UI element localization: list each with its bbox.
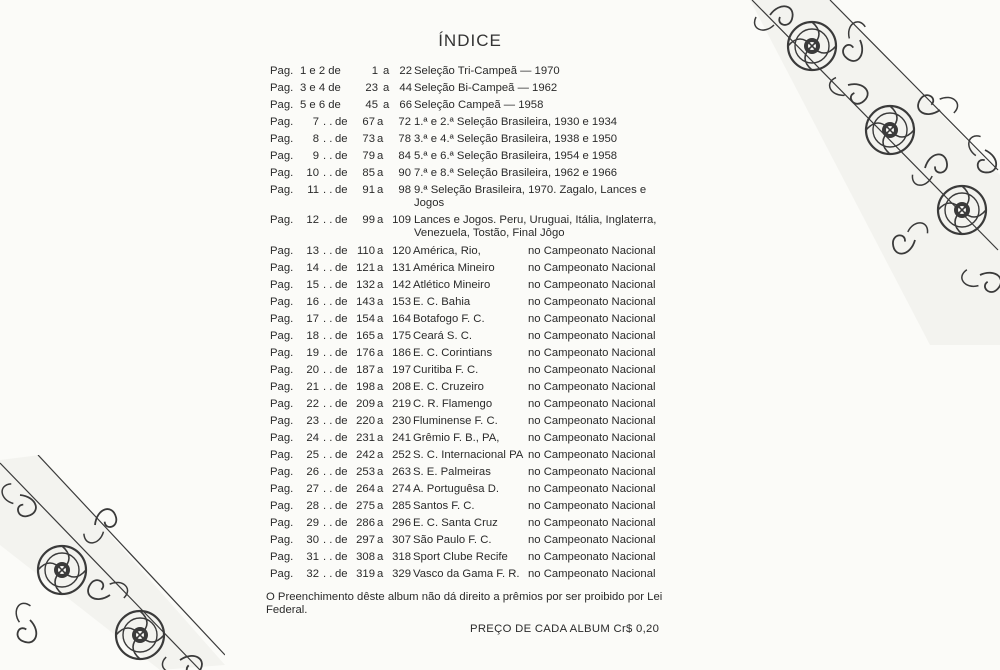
to-number: 329 — [392, 568, 411, 580]
championship-label: no Campeonato Nacional — [528, 245, 656, 257]
dot-leader: . . — [323, 245, 333, 257]
from-number: 154 — [356, 313, 375, 325]
page-number: 10 — [306, 167, 319, 179]
page-number: 27 — [306, 483, 319, 495]
index-row — [266, 481, 676, 498]
a-label: a — [377, 347, 384, 359]
de-label: de — [335, 279, 348, 291]
legal-note: O Preenchimento dêste album não dá direito a prêmios por ser proibido por Lei Federal. — [266, 591, 663, 616]
from-number: 297 — [356, 534, 375, 546]
to-number: 219 — [392, 398, 411, 410]
dot-leader: . . — [323, 500, 333, 512]
from-number: 143 — [356, 296, 375, 308]
pag-label: Pag. — [270, 381, 294, 393]
index-row — [266, 97, 676, 114]
page-number: 19 — [306, 347, 319, 359]
album-price: PREÇO DE CADA ALBUM Cr$ 0,20 — [470, 623, 660, 635]
de-label: de — [335, 466, 348, 478]
page-range: 3 e 4 de — [300, 82, 341, 94]
index-row — [266, 311, 676, 328]
pag-label: Pag. — [270, 568, 294, 580]
from-number: 319 — [356, 568, 375, 580]
to-number: 164 — [392, 313, 411, 325]
a-label: a — [383, 99, 390, 111]
team-name: América, Rio, — [413, 245, 481, 257]
floral-scroll-ornament-icon — [740, 0, 1000, 345]
a-label: a — [377, 568, 384, 580]
dot-leader: . . — [323, 167, 333, 179]
team-name: Ceará S. C. — [413, 330, 473, 342]
de-label: de — [335, 133, 348, 145]
index-row — [266, 345, 676, 362]
team-name: A. Portuguêsa D. — [413, 483, 500, 495]
page-number: 7 — [312, 116, 319, 128]
championship-label: no Campeonato Nacional — [528, 517, 656, 529]
from-number: 308 — [356, 551, 375, 563]
de-label: de — [335, 398, 348, 410]
a-label: a — [377, 313, 384, 325]
pag-label: Pag. — [270, 184, 294, 196]
from-number: 220 — [356, 415, 375, 427]
a-label: a — [377, 262, 384, 274]
pag-label: Pag. — [270, 167, 294, 179]
to-number: 208 — [392, 381, 411, 393]
dot-leader: . . — [323, 214, 333, 226]
dot-leader: . . — [323, 483, 333, 495]
to-number: 285 — [392, 500, 411, 512]
a-label: a — [377, 150, 384, 162]
team-name: Curitiba F. C. — [413, 364, 479, 376]
page-number: 23 — [306, 415, 319, 427]
index-row — [266, 182, 676, 212]
pag-label: Pag. — [270, 279, 294, 291]
row-description: Seleção Bi-Campeã — 1962 — [414, 82, 558, 94]
a-label: a — [377, 184, 384, 196]
championship-label: no Campeonato Nacional — [528, 279, 656, 291]
pag-label: Pag. — [270, 296, 294, 308]
a-label: a — [377, 245, 384, 257]
championship-label: no Campeonato Nacional — [528, 568, 656, 580]
to-number: 241 — [392, 432, 411, 444]
team-name: E. C. Santa Cruz — [413, 517, 498, 529]
dot-leader: . . — [323, 568, 333, 580]
a-label: a — [377, 432, 384, 444]
page-title: ÍNDICE — [438, 31, 502, 50]
page-number: 20 — [306, 364, 319, 376]
a-label: a — [377, 466, 384, 478]
a-label: a — [377, 551, 384, 563]
de-label: de — [335, 449, 348, 461]
a-label: a — [383, 82, 390, 94]
to-number: 66 — [399, 99, 412, 111]
championship-label: no Campeonato Nacional — [528, 330, 656, 342]
de-label: de — [335, 432, 348, 444]
from-number: 231 — [356, 432, 375, 444]
a-label: a — [377, 133, 384, 145]
from-number: 1 — [371, 65, 378, 77]
dot-leader: . . — [323, 551, 333, 563]
page-number: 22 — [306, 398, 319, 410]
to-number: 120 — [392, 245, 411, 257]
team-rows — [266, 243, 676, 583]
from-number: 73 — [362, 133, 375, 145]
championship-label: no Campeonato Nacional — [528, 381, 656, 393]
pag-label: Pag. — [270, 133, 294, 145]
championship-label: no Campeonato Nacional — [528, 415, 656, 427]
from-number: 264 — [356, 483, 375, 495]
a-label: a — [383, 65, 390, 77]
pag-label: Pag. — [270, 364, 294, 376]
dot-leader: . . — [323, 116, 333, 128]
index-row — [266, 294, 676, 311]
row-description: 5.ª e 6.ª Seleção Brasileira, 1954 e 1958 — [414, 150, 618, 162]
a-label: a — [377, 279, 384, 291]
pag-label: Pag. — [270, 415, 294, 427]
team-name: Santos F. C. — [413, 500, 475, 512]
page-number: 24 — [306, 432, 319, 444]
team-name: São Paulo F. C. — [413, 534, 492, 546]
to-number: 131 — [392, 262, 411, 274]
a-label: a — [377, 381, 384, 393]
from-number: 187 — [356, 364, 375, 376]
row-description: Seleção Tri-Campeã — 1970 — [414, 65, 560, 77]
index-row — [266, 464, 676, 481]
dot-leader: . . — [323, 150, 333, 162]
row-description: Seleção Campeã — 1958 — [414, 99, 544, 111]
team-name: E. C. Cruzeiro — [413, 381, 484, 393]
pag-label: Pag. — [270, 330, 294, 342]
championship-label: no Campeonato Nacional — [528, 551, 656, 563]
page-number: 9 — [312, 150, 319, 162]
pag-label: Pag. — [270, 483, 294, 495]
a-label: a — [377, 500, 384, 512]
de-label: de — [335, 296, 348, 308]
from-number: 99 — [362, 214, 375, 226]
dot-leader: . . — [323, 466, 333, 478]
from-number: 286 — [356, 517, 375, 529]
to-number: 84 — [398, 150, 411, 162]
index-row — [266, 165, 676, 182]
index-row — [266, 63, 676, 80]
a-label: a — [377, 398, 384, 410]
dot-leader: . . — [323, 449, 333, 461]
to-number: 296 — [392, 517, 411, 529]
from-number: 275 — [356, 500, 375, 512]
pag-label: Pag. — [270, 150, 294, 162]
dot-leader: . . — [323, 313, 333, 325]
pag-label: Pag. — [270, 551, 294, 563]
page-number: 31 — [306, 551, 319, 563]
to-number: 90 — [398, 167, 411, 179]
team-name: Vasco da Gama F. R. — [413, 568, 520, 580]
to-number: 44 — [399, 82, 412, 94]
a-label: a — [377, 364, 384, 376]
dot-leader: . . — [323, 415, 333, 427]
team-name: Fluminense F. C. — [413, 415, 498, 427]
championship-label: no Campeonato Nacional — [528, 534, 656, 546]
page-number: 32 — [306, 568, 319, 580]
to-number: 22 — [399, 65, 412, 77]
a-label: a — [377, 415, 384, 427]
row-description: 1.ª e 2.ª Seleção Brasileira, 1930 e 1934 — [414, 116, 618, 128]
index-row — [266, 148, 676, 165]
de-label: de — [335, 534, 348, 546]
to-number: 142 — [392, 279, 411, 291]
de-label: de — [335, 551, 348, 563]
de-label: de — [335, 347, 348, 359]
de-label: de — [335, 517, 348, 529]
index-row — [266, 379, 676, 396]
a-label: a — [377, 167, 384, 179]
team-name: S. C. Internacional PA — [413, 449, 524, 461]
team-name: S. E. Palmeiras — [413, 466, 491, 478]
row-description: 3.ª e 4.ª Seleção Brasileira, 1938 e 1950 — [414, 133, 618, 145]
index-row — [266, 328, 676, 345]
pag-label: Pag. — [270, 65, 294, 77]
page-number: 12 — [306, 214, 319, 226]
to-number: 274 — [392, 483, 411, 495]
to-number: 197 — [392, 364, 411, 376]
page-number: 21 — [306, 381, 319, 393]
championship-label: no Campeonato Nacional — [528, 296, 656, 308]
index-row — [266, 532, 676, 549]
a-label: a — [377, 483, 384, 495]
from-number: 132 — [356, 279, 375, 291]
dot-leader: . . — [323, 381, 333, 393]
de-label: de — [335, 500, 348, 512]
team-name: E. C. Corintians — [413, 347, 493, 359]
de-label: de — [335, 167, 348, 179]
index-row — [266, 131, 676, 148]
page-range: 1 e 2 de — [300, 65, 341, 77]
from-number: 242 — [356, 449, 375, 461]
de-label: de — [335, 483, 348, 495]
championship-label: no Campeonato Nacional — [528, 500, 656, 512]
dot-leader: . . — [323, 432, 333, 444]
page-number: 18 — [306, 330, 319, 342]
de-label: de — [335, 214, 348, 226]
index-row — [266, 396, 676, 413]
a-label: a — [377, 534, 384, 546]
page-number: 13 — [306, 245, 319, 257]
row-description: 7.ª e 8.ª Seleção Brasileira, 1962 e 1966 — [414, 167, 618, 179]
from-number: 45 — [365, 99, 378, 111]
page-number: 16 — [306, 296, 319, 308]
dot-leader: . . — [323, 133, 333, 145]
pag-label: Pag. — [270, 432, 294, 444]
a-label: a — [377, 330, 384, 342]
dot-leader: . . — [323, 184, 333, 196]
page-number: 28 — [306, 500, 319, 512]
pag-label: Pag. — [270, 245, 294, 257]
championship-label: no Campeonato Nacional — [528, 432, 656, 444]
to-number: 98 — [398, 184, 411, 196]
pag-label: Pag. — [270, 534, 294, 546]
pag-label: Pag. — [270, 466, 294, 478]
a-label: a — [377, 449, 384, 461]
index-row — [266, 447, 676, 464]
team-name: Botafogo F. C. — [413, 313, 485, 325]
index-row — [266, 549, 676, 566]
page-number: 15 — [306, 279, 319, 291]
pag-label: Pag. — [270, 82, 294, 94]
dot-leader: . . — [323, 534, 333, 546]
dot-leader: . . — [323, 364, 333, 376]
from-number: 23 — [365, 82, 378, 94]
de-label: de — [335, 150, 348, 162]
de-label: de — [335, 313, 348, 325]
team-name: América Mineiro — [413, 262, 495, 274]
index-row — [266, 114, 676, 131]
de-label: de — [335, 330, 348, 342]
de-label: de — [335, 415, 348, 427]
a-label: a — [377, 116, 384, 128]
to-number: 72 — [398, 116, 411, 128]
championship-label: no Campeonato Nacional — [528, 483, 656, 495]
index-row — [266, 515, 676, 532]
pag-label: Pag. — [270, 214, 294, 226]
to-number: 186 — [392, 347, 411, 359]
index-row — [266, 277, 676, 294]
dot-leader: . . — [323, 279, 333, 291]
to-number: 230 — [392, 415, 411, 427]
index-row — [266, 243, 676, 260]
a-label: a — [377, 296, 384, 308]
to-number: 153 — [392, 296, 411, 308]
de-label: de — [335, 364, 348, 376]
index-list — [266, 63, 676, 583]
index-row — [266, 498, 676, 515]
from-number: 110 — [356, 245, 375, 257]
de-label: de — [335, 116, 348, 128]
to-number: 307 — [392, 534, 411, 546]
to-number: 252 — [392, 449, 411, 461]
team-name: C. R. Flamengo — [413, 398, 493, 410]
de-label: de — [335, 262, 348, 274]
de-label: de — [335, 184, 348, 196]
pag-label: Pag. — [270, 500, 294, 512]
championship-label: no Campeonato Nacional — [528, 398, 656, 410]
page-range: 5 e 6 de — [300, 99, 341, 111]
dot-leader: . . — [323, 398, 333, 410]
team-name: Sport Clube Recife — [413, 551, 508, 563]
from-number: 79 — [362, 150, 375, 162]
pag-label: Pag. — [270, 116, 294, 128]
a-label: a — [377, 517, 384, 529]
pag-label: Pag. — [270, 347, 294, 359]
team-name: Grêmio F. B., PA, — [413, 432, 500, 444]
dot-leader: . . — [323, 347, 333, 359]
to-number: 175 — [392, 330, 411, 342]
from-number: 67 — [362, 116, 375, 128]
from-number: 198 — [356, 381, 375, 393]
page-number: 25 — [306, 449, 319, 461]
championship-label: no Campeonato Nacional — [528, 364, 656, 376]
from-number: 85 — [362, 167, 375, 179]
from-number: 91 — [362, 184, 375, 196]
row-description: 9.ª Seleção Brasileira, 1970. Zagalo, Lances e Jogos — [414, 184, 647, 209]
to-number: 263 — [392, 466, 411, 478]
index-row — [266, 566, 676, 583]
pag-label: Pag. — [270, 99, 294, 111]
page-number: 11 — [307, 184, 319, 196]
from-number: 176 — [356, 347, 375, 359]
championship-label: no Campeonato Nacional — [528, 262, 656, 274]
championship-label: no Campeonato Nacional — [528, 313, 656, 325]
page-number: 30 — [306, 534, 319, 546]
to-number: 318 — [392, 551, 411, 563]
index-row — [266, 80, 676, 97]
dot-leader: . . — [323, 330, 333, 342]
index-row — [266, 413, 676, 430]
de-label: de — [335, 381, 348, 393]
team-name: E. C. Bahia — [413, 296, 471, 308]
to-number: 109 — [392, 214, 411, 226]
championship-label: no Campeonato Nacional — [528, 347, 656, 359]
de-label: de — [335, 245, 348, 257]
from-number: 121 — [356, 262, 375, 274]
row-description: Lances e Jogos. Peru, Uruguai, Itália, Inglaterra, Venezuela, Tostão, Final Jôgo — [414, 214, 657, 239]
pag-label: Pag. — [270, 449, 294, 461]
championship-label: no Campeonato Nacional — [528, 449, 656, 461]
from-number: 165 — [356, 330, 375, 342]
a-label: a — [377, 214, 384, 226]
dot-leader: . . — [323, 517, 333, 529]
from-number: 253 — [356, 466, 375, 478]
floral-scroll-ornament-icon — [0, 455, 225, 670]
championship-label: no Campeonato Nacional — [528, 466, 656, 478]
team-name: Atlético Mineiro — [413, 279, 491, 291]
from-number: 209 — [356, 398, 375, 410]
index-row — [266, 430, 676, 447]
dot-leader: . . — [323, 296, 333, 308]
index-row — [266, 212, 676, 243]
pag-label: Pag. — [270, 313, 294, 325]
de-label: de — [335, 568, 348, 580]
page-number: 26 — [306, 466, 319, 478]
pag-label: Pag. — [270, 262, 294, 274]
index-row — [266, 362, 676, 379]
pag-label: Pag. — [270, 517, 294, 529]
page-number: 17 — [306, 313, 319, 325]
pag-label: Pag. — [270, 398, 294, 410]
page-number: 8 — [312, 133, 319, 145]
dot-leader: . . — [323, 262, 333, 274]
page-number: 29 — [306, 517, 319, 529]
page-number: 14 — [306, 262, 319, 274]
index-row — [266, 260, 676, 277]
to-number: 78 — [398, 133, 411, 145]
